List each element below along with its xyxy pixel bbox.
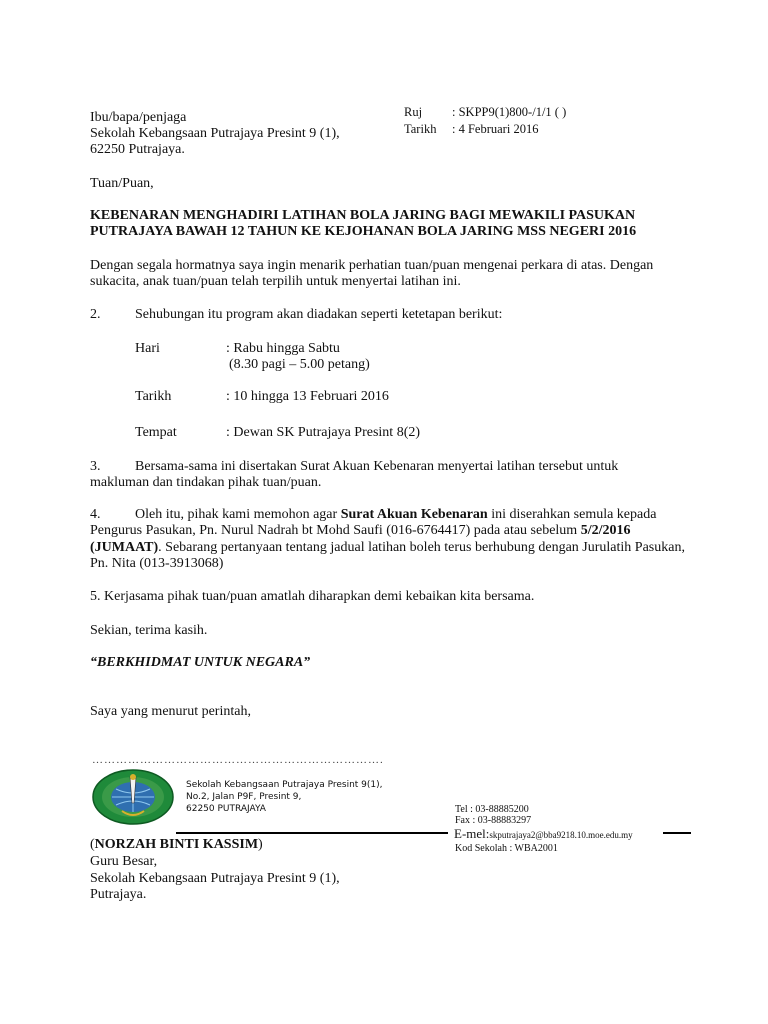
- recipient-address: [90, 110, 340, 158]
- sign-off: Saya yang menurut perintah,: [90, 704, 251, 719]
- paragraph-4-line-3: [90, 540, 685, 556]
- signatory-title: Guru Besar,: [90, 854, 158, 869]
- footer-school-line-1: Sekolah Kebangsaan Putrajaya Presint 9(1),: [186, 780, 383, 790]
- footer-rule-left: [176, 832, 448, 834]
- bracket-open: (: [90, 837, 95, 852]
- subject-heading: [90, 208, 636, 240]
- ruj-label: Ruj: [404, 105, 423, 119]
- paragraph-4-line-2: [90, 523, 630, 539]
- footer-email-value: skputrajaya2@bba9218.10.moe.edu.my: [489, 830, 633, 840]
- paragraph-4-text: Oleh itu, pihak kami memohon agar: [135, 507, 341, 522]
- paragraph-5: 5. Kerjasama pihak tuan/puan amatlah diharapkan demi kebaikan kita bersama.: [90, 589, 535, 604]
- signatory-name: NORZAH BINTI KASSIM: [94, 837, 259, 852]
- paragraph-1-line-2: sukacita, anak tuan/puan telah terpilih untuk menyertai latihan ini.: [90, 274, 461, 289]
- paragraph-1-line-1: Dengan segala hormatnya saya ingin menarik perhatian tuan/puan mengenai perkara di atas. Dengan: [90, 258, 654, 273]
- footer-fax: Fax : 03-88883297: [455, 815, 532, 826]
- motto: “BERKHIDMAT UNTUK NEGARA”: [90, 655, 311, 670]
- schedule-tempat-value: : Dewan SK Putrajaya Presint 8(2): [226, 425, 421, 440]
- paragraph-1: [90, 258, 678, 290]
- address-line-2: Sekolah Kebangsaan Putrajaya Presint 9 (1),: [90, 126, 340, 141]
- schedule-hari-value: : Rabu hingga Sabtu: [226, 341, 340, 356]
- paragraph-3-line-2: makluman dan tindakan pihak tuan/puan.: [90, 475, 322, 490]
- paragraph-4-text: ini diserahkan semula kepada: [487, 507, 657, 522]
- paragraph-4-line-4: Pn. Nita (013-3913068): [90, 556, 224, 571]
- address-line-1: Ibu/bapa/penjaga: [90, 110, 187, 125]
- surat-akuan-kebenaran: Surat Akuan Kebenaran: [340, 507, 488, 522]
- footer-school-line-3: 62250 PUTRAJAYA: [186, 804, 266, 814]
- subject-line-1: KEBENARAN MENGHADIRI LATIHAN BOLA JARING BAGI MEWAKILI PASUKAN: [90, 208, 636, 223]
- paragraph-2-text: Sehubungan itu program akan diadakan seperti ketetapan berikut:: [135, 307, 503, 322]
- footer-email: [454, 826, 633, 843]
- reference-block: [404, 104, 566, 138]
- tarikh-value: : 4 Februari 2016: [452, 122, 539, 136]
- signatory-name-line: [90, 837, 263, 853]
- school-logo-emblem-icon: [92, 769, 174, 825]
- schedule-hari-time: (8.30 pagi – 5.00 petang): [229, 357, 370, 372]
- deadline-date: 5/2/2016: [580, 523, 631, 538]
- footer-school-address: [186, 779, 383, 815]
- subject-line-2: PUTRAJAYA BAWAH 12 TAHUN KE KEJOHANAN BOLA JARING MSS NEGERI 2016: [90, 224, 637, 239]
- schedule-hari-label: Hari: [135, 341, 160, 356]
- footer-tel: Tel : 03-88885200: [455, 804, 529, 815]
- school-logo: [92, 769, 174, 825]
- paragraph-4-text: Pengurus Pasukan, Pn. Nurul Nadrah bt Mohd Saufi (016-6764417) pada atau sebelum: [90, 523, 581, 538]
- schedule-tarikh-label: Tarikh: [135, 389, 172, 404]
- paragraph-2-number: 2.: [90, 307, 101, 322]
- signatory-city: Putrajaya.: [90, 887, 147, 902]
- address-line-3: 62250 Putrajaya.: [90, 142, 185, 157]
- schedule-tempat-label: Tempat: [135, 425, 177, 440]
- footer-school-code: Kod Sekolah : WBA2001: [455, 843, 558, 854]
- footer-email-label: E-mel:: [454, 826, 490, 841]
- paragraph-3-line-1: Bersama-sama ini disertakan Surat Akuan Kebenaran menyertai latihan tersebut untuk: [135, 459, 619, 474]
- signature-line: ……………………………………………………………….: [92, 754, 384, 766]
- closing-line: Sekian, terima kasih.: [90, 623, 208, 638]
- paragraph-4-number: 4.: [90, 507, 101, 522]
- salutation: Tuan/Puan,: [90, 176, 154, 191]
- footer-rule-right: [663, 832, 691, 834]
- bracket-close: ): [258, 837, 263, 852]
- paragraph-3-number: 3.: [90, 459, 101, 474]
- schedule-tarikh-value: : 10 hingga 13 Februari 2016: [226, 389, 389, 404]
- signatory-school: Sekolah Kebangsaan Putrajaya Presint 9 (1),: [90, 871, 340, 886]
- footer-school-line-2: No.2, Jalan P9F, Presint 9,: [186, 792, 302, 802]
- ruj-value: : SKPP9(1)800-/1/1 ( ): [452, 105, 567, 119]
- deadline-day: (JUMAAT): [90, 540, 159, 555]
- paragraph-4-text: . Sebarang pertanyaan tentang jadual latihan boleh terus berhubung dengan Jurulatih Pasukan,: [158, 540, 685, 555]
- paragraph-4-line-1: [135, 507, 656, 523]
- tarikh-label: Tarikh: [404, 122, 437, 136]
